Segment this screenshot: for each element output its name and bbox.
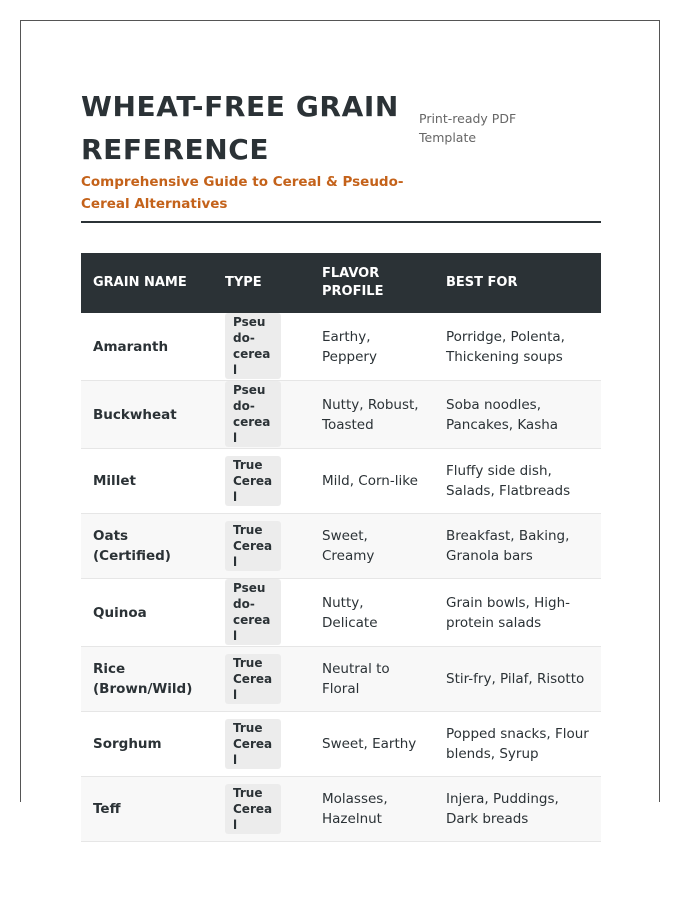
header-divider	[81, 221, 601, 223]
document-page	[20, 20, 660, 832]
flavor-cell: Sweet, Earthy	[322, 736, 417, 752]
type-cell	[213, 449, 310, 514]
table-row	[81, 777, 601, 842]
best-for-cell: Soba noodles, Pancakes, Kasha	[446, 396, 559, 433]
flavor-cell: Earthy, Peppery	[322, 328, 377, 365]
best-for-cell: Porridge, Polenta, Thickening soups	[446, 328, 565, 365]
grain-name-cell: Oats (Certified)	[93, 528, 171, 564]
grain-name-cell: Rice (Brown/Wild)	[93, 661, 193, 697]
flavor-cell: Sweet, Creamy	[322, 528, 375, 564]
type-cell	[213, 777, 310, 842]
type-badge: True Cereal	[225, 784, 281, 834]
column-header-flavor-profile: FLAVOR PROFILE	[322, 266, 384, 299]
best-for-cell: Stir-fry, Pilaf, Risotto	[446, 671, 585, 687]
type-cell	[213, 712, 310, 777]
flavor-cell: Nutty, Delicate	[322, 594, 378, 631]
table-row	[81, 313, 601, 381]
grain-table	[81, 253, 601, 842]
flavor-cell: Mild, Corn-like	[322, 473, 418, 489]
column-header-grain-name: GRAIN NAME	[93, 275, 187, 290]
flavor-cell: Nutty, Robust, Toasted	[322, 396, 419, 433]
type-cell	[213, 313, 310, 381]
type-cell	[213, 381, 310, 449]
column-header-best-for: BEST FOR	[446, 275, 518, 290]
type-badge: True Cereal	[225, 719, 281, 769]
type-badge: Pseudo-cereal	[225, 313, 281, 379]
grain-name-cell: Teff	[93, 801, 121, 817]
table-row	[81, 449, 601, 514]
page-subtitle: Comprehensive Guide to Cereal & Pseudo-Cereal Alternatives	[81, 174, 404, 212]
column-header-type: TYPE	[225, 275, 262, 290]
table-header-row	[81, 253, 601, 313]
table-row	[81, 579, 601, 647]
template-note: Print-ready PDF Template	[419, 111, 517, 145]
grain-name-cell: Sorghum	[93, 736, 162, 752]
table-row	[81, 381, 601, 449]
table-row	[81, 647, 601, 712]
table-row	[81, 514, 601, 579]
grain-name-cell: Quinoa	[93, 604, 147, 621]
flavor-cell: Molasses, Hazelnut	[322, 791, 388, 827]
table-row	[81, 712, 601, 777]
page-title: WHEAT-FREE GRAIN REFERENCE	[81, 90, 399, 166]
best-for-cell: Breakfast, Baking, Granola bars	[446, 528, 570, 564]
best-for-cell: Injera, Puddings, Dark breads	[446, 791, 559, 827]
grain-name-cell: Buckwheat	[93, 406, 177, 423]
type-badge: True Cereal	[225, 654, 281, 704]
best-for-cell: Fluffy side dish, Salads, Flatbreads	[446, 463, 571, 499]
type-badge: True Cereal	[225, 521, 281, 571]
type-cell	[213, 514, 310, 579]
grain-name-cell: Millet	[93, 473, 136, 489]
flavor-cell: Neutral to Floral	[322, 661, 390, 697]
type-cell	[213, 579, 310, 647]
type-cell	[213, 647, 310, 712]
best-for-cell: Grain bowls, High-protein salads	[446, 594, 571, 631]
type-badge: Pseudo-cereal	[225, 381, 281, 447]
best-for-cell: Popped snacks, Flour blends, Syrup	[446, 726, 589, 762]
type-badge: Pseudo-cereal	[225, 579, 281, 645]
grain-name-cell: Amaranth	[93, 338, 169, 355]
type-badge: True Cereal	[225, 456, 281, 506]
document-header	[81, 85, 601, 215]
